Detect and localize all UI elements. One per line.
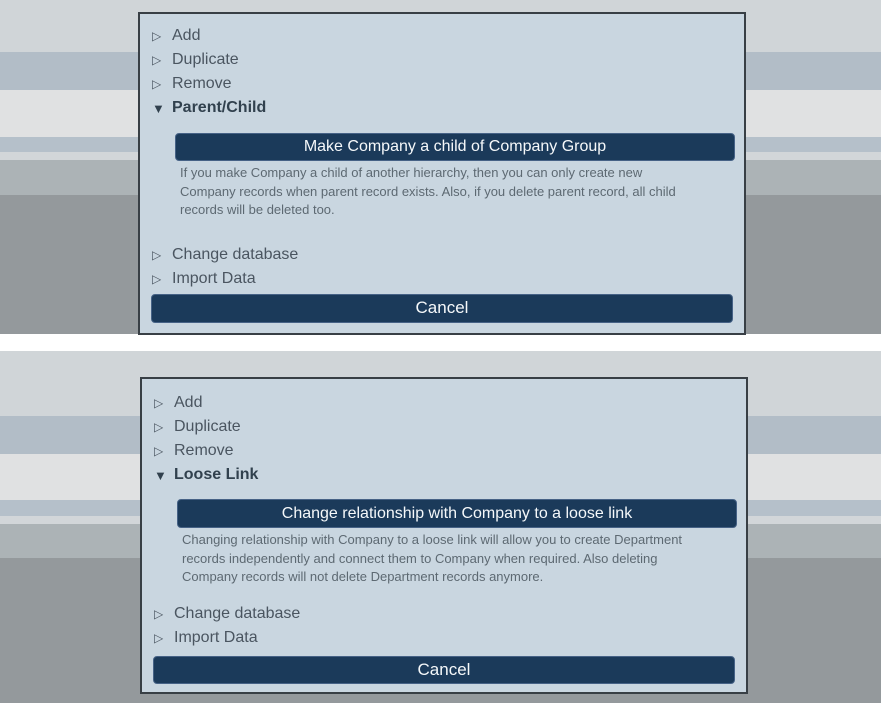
description-line: Changing relationship with Company to a loose link will allow you to create Department xyxy=(182,532,683,547)
collapsed-arrow-icon: ▷ xyxy=(152,247,162,262)
secondary-actions-menu xyxy=(142,602,746,650)
collapsed-arrow-icon: ▷ xyxy=(152,77,162,91)
menu-item-label: Import Data xyxy=(174,628,258,646)
change-loose-link-button[interactable]: Change relationship with Company to a loose link xyxy=(177,499,737,528)
menu-item-remove[interactable] xyxy=(140,72,744,96)
description-line: Company records when parent record exists. Also, if you delete parent record, all child xyxy=(180,183,676,199)
collapsed-arrow-icon: ▷ xyxy=(152,53,162,67)
menu-item-label: Add xyxy=(172,27,201,44)
menu-item-label: Parent/Child xyxy=(172,99,267,116)
menu-item-label: Remove xyxy=(172,75,232,92)
actions-menu xyxy=(140,24,744,120)
description-line: If you make Company a child of another hierarchy, then you can only create new xyxy=(180,165,643,180)
menu-item-import-data[interactable] xyxy=(142,626,746,650)
collapsed-arrow-icon: ▷ xyxy=(152,29,162,43)
menu-item-import-data[interactable] xyxy=(140,267,744,291)
cancel-button[interactable]: Cancel xyxy=(153,656,735,684)
section-description xyxy=(180,164,714,220)
secondary-actions-menu xyxy=(140,243,744,291)
collapsed-arrow-icon: ▷ xyxy=(154,420,164,434)
collapsed-arrow-icon: ▷ xyxy=(154,396,164,410)
menu-item-label: Change database xyxy=(174,604,301,622)
menu-item-change-database[interactable] xyxy=(142,602,746,626)
actions-dialog-loose-link xyxy=(140,377,748,694)
section-description xyxy=(182,531,716,587)
menu-item-label: Add xyxy=(174,394,203,411)
actions-dialog-parent-child xyxy=(138,12,746,335)
menu-item-change-database[interactable] xyxy=(140,243,744,267)
menu-item-loose-link[interactable] xyxy=(142,463,746,487)
menu-item-label: Loose Link xyxy=(174,466,259,483)
expanded-arrow-icon: ▼ xyxy=(154,467,167,483)
actions-menu xyxy=(142,391,746,487)
menu-item-label: Duplicate xyxy=(172,51,239,68)
menu-item-label: Change database xyxy=(172,245,299,263)
expanded-arrow-icon: ▼ xyxy=(152,100,165,116)
menu-item-label: Import Data xyxy=(172,269,256,287)
menu-item-label: Duplicate xyxy=(174,418,241,435)
menu-item-add[interactable] xyxy=(140,24,744,48)
background-stripe xyxy=(0,334,881,351)
description-line: records independently and connect them to Company when required. Also deleting xyxy=(182,550,658,566)
make-child-button[interactable]: Make Company a child of Company Group xyxy=(175,133,735,161)
collapsed-arrow-icon: ▷ xyxy=(154,606,164,621)
menu-item-add[interactable] xyxy=(142,391,746,415)
menu-item-duplicate[interactable] xyxy=(142,415,746,439)
menu-item-label: Remove xyxy=(174,442,234,459)
menu-item-remove[interactable] xyxy=(142,439,746,463)
menu-item-duplicate[interactable] xyxy=(140,48,744,72)
collapsed-arrow-icon: ▷ xyxy=(152,271,162,286)
description-line: records will be deleted too. xyxy=(180,202,335,217)
description-line: Company records will not delete Department records anymore. xyxy=(182,569,544,584)
collapsed-arrow-icon: ▷ xyxy=(154,630,164,645)
menu-item-parent-child[interactable] xyxy=(140,96,744,120)
cancel-button[interactable]: Cancel xyxy=(151,294,733,323)
collapsed-arrow-icon: ▷ xyxy=(154,444,164,458)
